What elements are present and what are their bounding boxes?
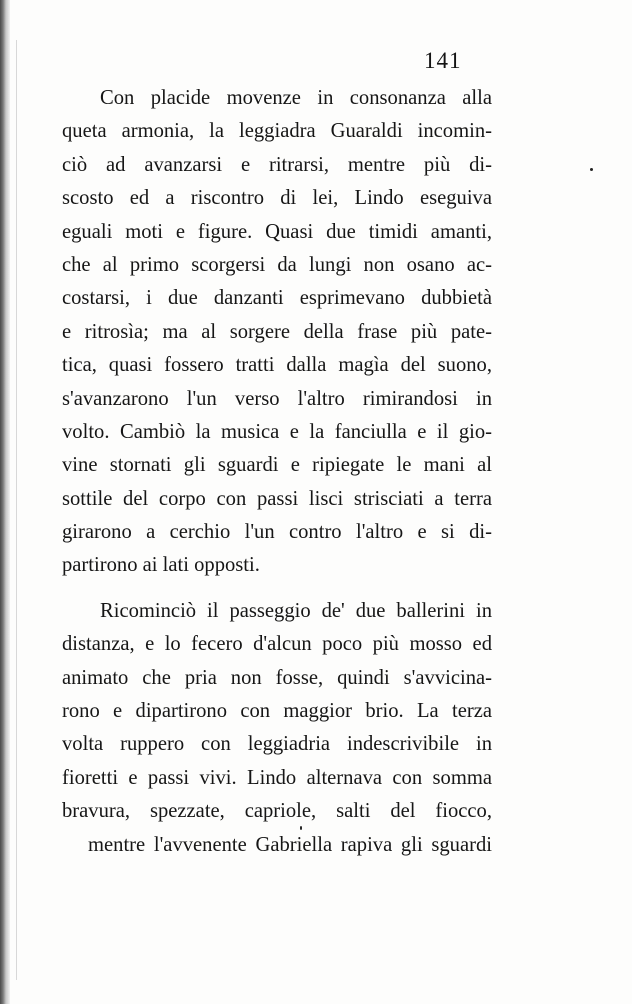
text-line: animato che pria non fosse, quindi s'avvicina- (62, 666, 492, 689)
text-line: vine stornati gli sguardi e ripiegate le mani al (62, 454, 492, 477)
text-line: volto. Cambiò la musica e la fanciulla e il gio- (62, 420, 492, 443)
text-line: e ritrosìa; ma al sorgere della frase più pate- (62, 320, 492, 343)
page-number: 141 (424, 48, 462, 73)
text-line: tica, quasi fossero tratti dalla magìa del suono, (62, 354, 492, 377)
text-line: girarono a cerchio l'un contro l'altro e si di- (62, 521, 492, 544)
text-line: Ricominciò il passeggio de' due ballerini in (100, 599, 492, 622)
text-line: Con placide movenze in consonanza alla (100, 87, 492, 109)
text-line: mentre l'avvenente Gabriella rapiva gli sguardi (88, 833, 492, 856)
text-line: costarsi, i due danzanti esprimevano dubbietà (62, 287, 492, 310)
binding-edge (0, 0, 10, 1004)
text-line: bravura, spezzate, capriole, salti del fiocco, (62, 800, 492, 823)
body-text (62, 82, 492, 862)
text-line: distanza, e lo fecero d'alcun poco più mosso ed (62, 633, 492, 656)
text-line: eguali moti e figure. Quasi due timidi amanti, (62, 220, 492, 243)
text-line: s'avanzarono l'un verso l'altro rimirandosi in (62, 387, 492, 410)
gutter-shadow-line (16, 40, 17, 980)
text-line: queta armonia, la leggiadra Guaraldi incomin- (62, 120, 492, 143)
text-line: volta ruppero con leggiadria indescrivibile in (62, 733, 492, 756)
text-line: partirono ai lati opposti. (62, 554, 260, 577)
text-line: ciò ad avanzarsi e ritrarsi, mentre più di- (62, 153, 492, 176)
text-line: rono e dipartirono con maggior brio. La terza (62, 700, 492, 723)
ink-speck (590, 168, 593, 171)
text-line: sottile del corpo con passi lisci strisciati a terra (62, 487, 492, 510)
text-line: scosto ed a riscontro di lei, Lindo eseguiva (62, 187, 492, 210)
text-line: fioretti e passi vivi. Lindo alternava con somma (62, 766, 492, 789)
text-line: che al primo scorgersi da lungi non osano ac- (62, 253, 492, 276)
paragraph-gap (62, 583, 492, 595)
ink-speck (300, 826, 302, 830)
